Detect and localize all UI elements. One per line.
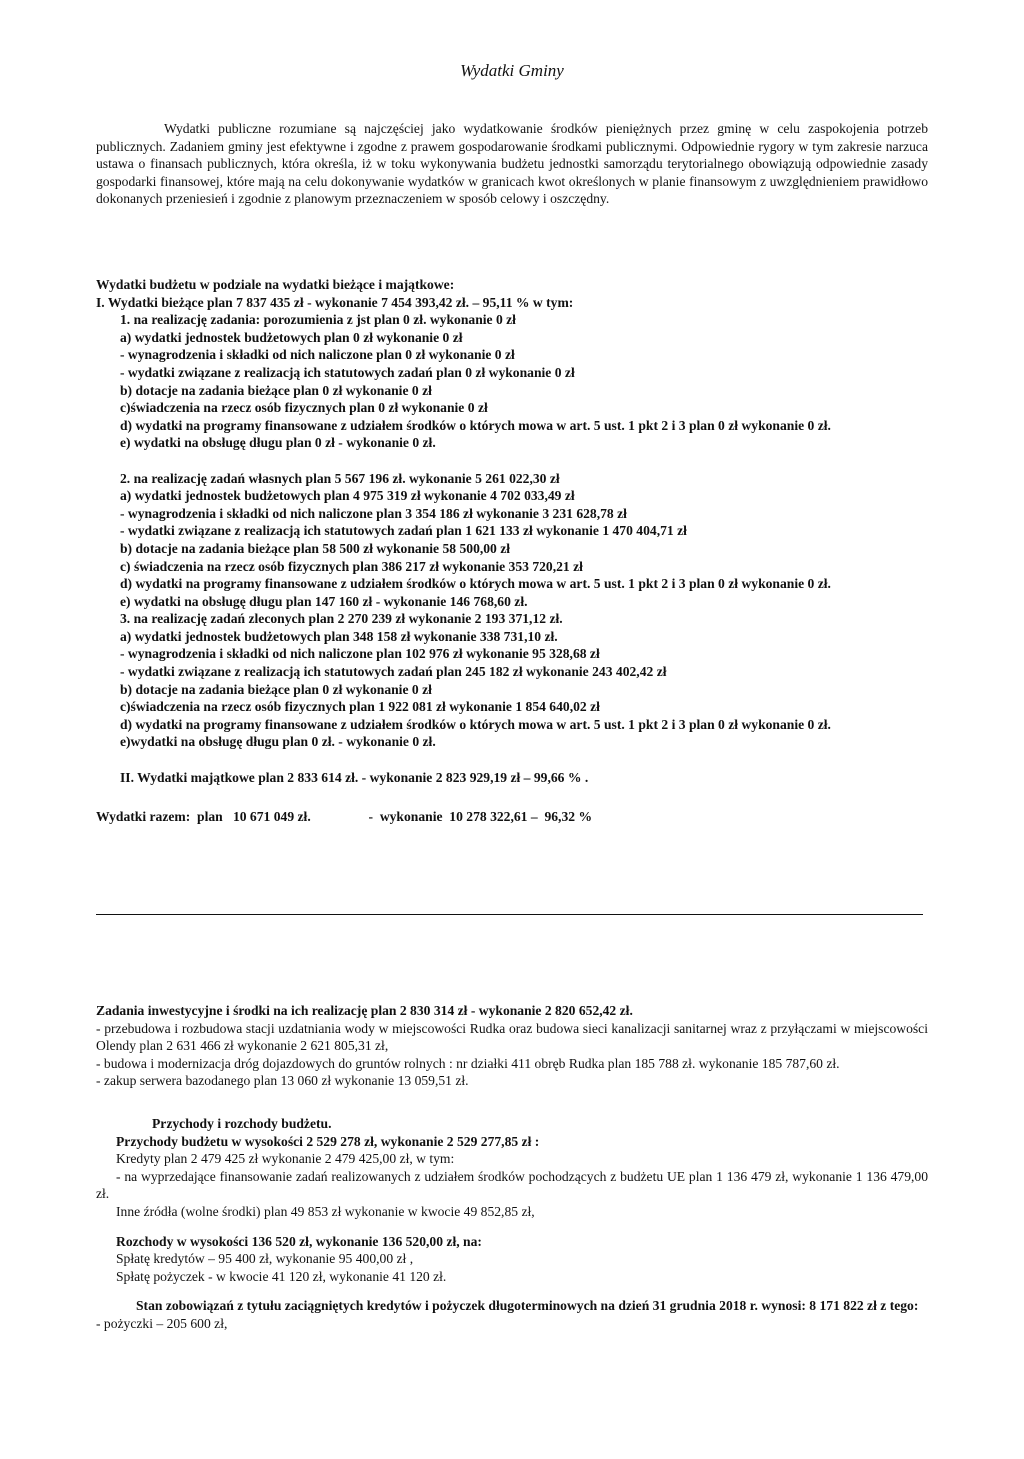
group3-a2: - wydatki związane z realizacją ich statutowych zadań plan 245 182 zł wykonanie 243 402,42 zł <box>120 664 667 680</box>
borrow-repay-line: Spłatę pożyczek - w kwocie 41 120 zł, wykonanie 41 120 zł. <box>116 1268 447 1284</box>
investment-item-1: - przebudowa i rozbudowa stacji uzdatniania wody w miejscowości Rudka oraz budowa sieci kanalizacji sanitarnej wraz z przyłączami w miejscowości Olendy plan 2 631 466 zł wykonanie 2 621 805,31 zł, <box>96 1020 928 1054</box>
intro-paragraph: Wydatki publiczne rozumiane są najczęściej jako wydatkowanie środków pieniężnych przez gminę w celu zaspokojenia potrzeb publicznych. Zadaniem gminy jest efektywne i zgodne z prawem gospodarowanie środkami publicznymi. Odpowiednie rygory w tym zakresie narzuca ustawa o finansach publicznych, która określa, iż w toku wykonywania budżetu jednostki samorządu terytorialnego obowiązują odpowiednie zasady gospodarki finansowej, które mają na celu dokonywanie wydatków w granicach kwot określonych w planie finansowym z uwzględnieniem prawidłowo dokonanych przeniesień i zgodnie z planowym przeznaczeniem w sposób celowy i oszczędny. <box>96 121 928 207</box>
group3-c: c)świadczenia na rzecz osób fizycznych plan 1 922 081 zł wykonanie 1 854 640,02 zł <box>120 699 600 715</box>
income-heading: Przychody i rozchody budżetu. <box>152 1116 332 1131</box>
expenses-total: Wydatki razem: plan 10 671 049 zł. - wykonanie 10 278 322,61 – 96,32 % <box>96 809 593 825</box>
investment-item-3: - zakup serwera bazodanego plan 13 060 zł wykonanie 13 059,51 zł. <box>96 1073 469 1089</box>
group1-a1: - wynagrodzenia i składki od nich naliczone plan 0 zł wykonanie 0 zł <box>120 347 515 363</box>
group1-d: d) wydatki na programy finansowane z udziałem środków o których mowa w art. 5 ust. 1 pkt 2 i 3 plan 0 zł wykonanie 0 zł. <box>120 417 831 433</box>
investments-heading: Zadania inwestycyjne i środki na ich realizację plan 2 830 314 zł - wykonanie 2 820 652,42 zł. <box>96 1003 633 1018</box>
page-title: Wydatki Gminy <box>460 61 564 80</box>
budget-section <box>96 276 928 826</box>
group1-b: b) dotacje na zadania bieżące plan 0 zł wykonanie 0 zł <box>120 382 432 398</box>
group3-a1: - wynagrodzenia i składki od nich naliczone plan 102 976 zł wykonanie 95 328,68 zł <box>120 646 600 662</box>
group1-e: e) wydatki na obsługę długu plan 0 zł - wykonanie 0 zł. <box>120 435 436 451</box>
loan-repay-line: Spłatę kredytów – 95 400 zł, wykonanie 95 400,00 zł , <box>116 1251 414 1267</box>
expenses-line: Rozchody w wysokości 136 520 zł, wykonanie 136 520,00 zł, na: <box>116 1233 482 1249</box>
budget-heading: Wydatki budżetu w podziale na wydatki bieżące i majątkowe: <box>96 277 455 292</box>
investments-section <box>96 1002 928 1090</box>
group2-d: d) wydatki na programy finansowane z udziałem środków o których mowa w art. 5 ust. 1 pkt 2 i 3 plan 0 zł wykonanie 0 zł. <box>120 576 831 592</box>
separator-line <box>96 914 923 915</box>
capital-expenses: II. Wydatki majątkowe plan 2 833 614 zł. - wykonanie 2 823 929,19 zł – 99,66 % . <box>120 769 589 785</box>
credits-line: Kredyty plan 2 479 425 zł wykonanie 2 479 425,00 zł, w tym: <box>116 1151 455 1167</box>
group1-c: c)świadczenia na rzecz osób fizycznych plan 0 zł wykonanie 0 zł <box>120 400 488 416</box>
group3-head: 3. na realizację zadań zleconych plan 2 270 239 zł wykonanie 2 193 371,12 zł. <box>120 611 563 627</box>
group3-e: e)wydatki na obsługę długu plan 0 zł. - wykonanie 0 zł. <box>120 734 436 750</box>
group2-e: e) wydatki na obsługę długu plan 147 160 zł - wykonanie 146 768,60 zł. <box>120 593 528 609</box>
group2-head: 2. na realizację zadań własnych plan 5 567 196 zł. wykonanie 5 261 022,30 zł <box>120 470 560 486</box>
investment-item-2: - budowa i modernizacja dróg dojazdowych do gruntów rolnych : nr działki 411 obręb Rudka plan 185 788 zł. wykonanie 185 787,60 zł. <box>96 1055 840 1071</box>
other-sources-line: Inne źródła (wolne środki) plan 49 853 zł wykonanie w kwocie 49 852,85 zł, <box>116 1203 535 1219</box>
group1-a2: - wydatki związane z realizacją ich statutowych zadań plan 0 zł wykonanie 0 zł <box>120 364 575 380</box>
group2-a2: - wydatki związane z realizacją ich statutowych zadań plan 1 621 133 zł wykonanie 1 470 404,71 zł <box>120 523 687 539</box>
income-section <box>96 1115 928 1333</box>
group3-a: a) wydatki jednostek budżetowych plan 348 158 zł wykonanie 338 731,10 zł. <box>120 628 558 644</box>
debt-line: Stan zobowiązań z tytułu zaciągniętych kredytów i pożyczek długoterminowych na dzień 31 grudnia 2018 r. wynosi: 8 171 822 zł z tego: <box>136 1298 919 1314</box>
group3-b: b) dotacje na zadania bieżące plan 0 zł wykonanie 0 zł <box>120 681 432 697</box>
group2-b: b) dotacje na zadania bieżące plan 58 500 zł wykonanie 58 500,00 zł <box>120 540 511 556</box>
group2-a: a) wydatki jednostek budżetowych plan 4 975 319 zł wykonanie 4 702 033,49 zł <box>120 488 575 504</box>
current-expenses-total: I. Wydatki bieżące plan 7 837 435 zł - wykonanie 7 454 393,42 zł. – 95,11 % w tym: <box>96 294 574 310</box>
group2-a1: - wynagrodzenia i składki od nich naliczone plan 3 354 186 zł wykonanie 3 231 628,78 zł <box>120 505 627 521</box>
group1-a: a) wydatki jednostek budżetowych plan 0 zł wykonanie 0 zł <box>120 329 463 345</box>
group1-head: 1. na realizację zadania: porozumienia z jst plan 0 zł. wykonanie 0 zł <box>120 312 516 328</box>
group3-d: d) wydatki na programy finansowane z udziałem środków o których mowa w art. 5 ust. 1 pkt 2 i 3 plan 0 zł wykonanie 0 zł. <box>120 716 831 732</box>
loans-line: - pożyczki – 205 600 zł, <box>96 1315 228 1331</box>
group2-c: c) świadczenia na rzecz osób fizycznych plan 386 217 zł wykonanie 353 720,21 zł <box>120 558 583 574</box>
eu-line: - na wyprzedające finansowanie zadań realizowanych z udziałem środków pochodzących z budżetu UE plan 1 136 479 zł, wykonanie 1 136 479,00 zł. <box>96 1168 928 1202</box>
intro-section <box>96 120 928 208</box>
revenue-line: Przychody budżetu w wysokości 2 529 278 zł, wykonanie 2 529 277,85 zł : <box>116 1133 540 1149</box>
